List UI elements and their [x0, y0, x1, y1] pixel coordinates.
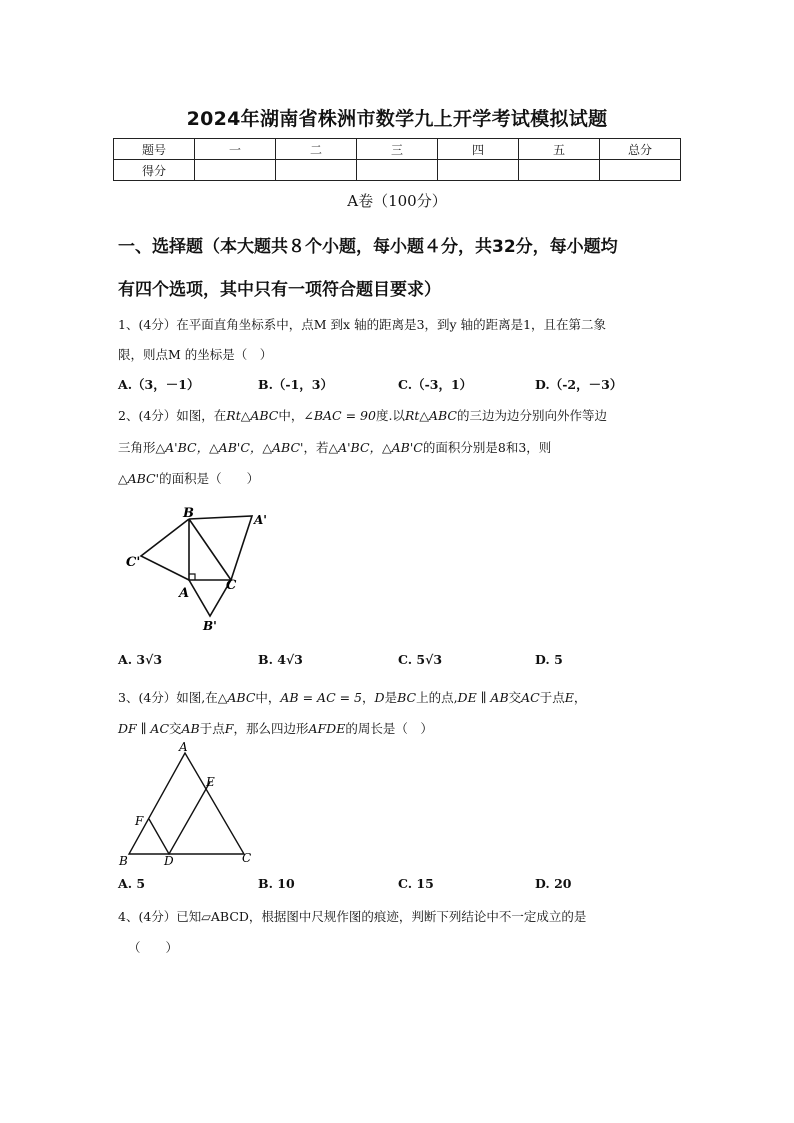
score-cell[interactable]	[519, 160, 600, 181]
q3-label-b: B	[119, 854, 128, 868]
page-title: 2024年湖南省株洲市数学九上开学考试模拟试题	[186, 108, 608, 130]
q2-label-b: B	[183, 506, 194, 521]
question-2-line2	[118, 438, 551, 456]
question-3-line2	[118, 719, 433, 737]
q3-text: 于点	[199, 721, 225, 736]
q3-math: AB	[181, 721, 200, 736]
q2-math: △A'BC，△AB'C，△ABC'	[155, 440, 304, 455]
q1-option-a: A.（3，－1）	[118, 377, 200, 392]
score-header-cell: 五	[519, 139, 600, 160]
q2-label-a-prime: A'	[254, 513, 267, 527]
q3-option-a: A. 5	[118, 876, 146, 891]
q3-triangle-abc	[129, 753, 244, 854]
score-cell[interactable]	[438, 160, 519, 181]
q2-triangle-abc-prime	[141, 519, 189, 580]
q3-option-b: B. 10	[258, 876, 295, 891]
q3-option-c: C. 15	[398, 876, 434, 891]
q3-text: 交	[508, 690, 522, 705]
q3-math: AC	[521, 690, 540, 705]
q2-text: ，若	[303, 440, 329, 455]
question-4-line2: （ ）	[128, 940, 179, 955]
score-cell[interactable]	[600, 160, 681, 181]
q2-text: 度.以	[375, 408, 405, 423]
q2-label-a: A	[179, 586, 190, 601]
q1-option-d: D.（-2，－3）	[535, 377, 623, 392]
q3-math: DF ∥ AC	[118, 721, 170, 736]
q3-math: BC	[397, 690, 417, 705]
score-table-header-row	[114, 139, 681, 160]
q2-text: 2、(4分）如图，在	[118, 408, 227, 423]
q3-label-a: A	[179, 740, 188, 754]
q2-math: ∠BAC = 90	[303, 408, 376, 423]
q2-text: 的面积分别是8和3，则	[422, 440, 552, 455]
q2-option-a: A. 3√3	[118, 652, 163, 667]
q2-label-b-prime: B'	[203, 619, 217, 633]
q3-segment-fde	[149, 782, 210, 854]
score-row-label: 得分	[114, 160, 195, 181]
q3-math: F	[224, 721, 234, 736]
q3-math: DE ∥ AB	[457, 690, 509, 705]
q2-triangle-ab-prime-c	[189, 580, 231, 616]
q2-text: 的三边为边分别向外作等边	[457, 408, 608, 423]
score-table	[113, 138, 681, 181]
score-header-cell: 一	[195, 139, 276, 160]
q2-right-angle-mark	[189, 574, 195, 580]
score-cell[interactable]	[276, 160, 357, 181]
score-header-cell: 二	[276, 139, 357, 160]
q3-text: 的周长是（ ）	[345, 721, 433, 736]
q3-option-d: D. 20	[535, 876, 572, 891]
q2-label-c: C	[226, 578, 237, 593]
q3-text: 上的点,	[416, 690, 458, 705]
q2-option-c: C. 5√3	[398, 652, 443, 667]
q3-text: 于点	[539, 690, 565, 705]
score-cell[interactable]	[195, 160, 276, 181]
question-2-line3	[118, 469, 259, 487]
q2-math: △ABC'	[118, 471, 160, 486]
question-1-line1: 1、(4分）在平面直角坐标系中，点M 到x 轴的距离是3，到y 轴的距离是1，且在第二象	[118, 317, 607, 332]
q2-option-d: D. 5	[535, 652, 563, 667]
question-1-line2: 限，则点M 的坐标是（ ）	[118, 347, 273, 362]
q2-label-c-prime: C'	[126, 555, 141, 570]
q3-label-c: C	[242, 851, 252, 865]
q3-text: 是	[384, 690, 398, 705]
score-header-cell: 四	[438, 139, 519, 160]
q2-math: Rt△ABC	[404, 408, 457, 423]
q2-figure	[120, 500, 280, 635]
q2-triangle-a-prime-bc	[189, 516, 252, 580]
q3-label-f: F	[135, 814, 144, 828]
q1-option-c: C.（-3，1）	[398, 377, 473, 392]
q3-text: ，	[573, 690, 587, 705]
q2-text: 的面积是（ ）	[159, 471, 260, 486]
q3-math: E	[564, 690, 574, 705]
score-header-cell: 三	[357, 139, 438, 160]
q1-option-b: B.（-1，3）	[258, 377, 334, 392]
score-table-score-row	[114, 160, 681, 181]
score-header-cell: 题号	[114, 139, 195, 160]
q3-text: ，	[362, 690, 375, 705]
q3-figure	[112, 738, 272, 868]
question-4-line1: 4、(4分）已知▱ABCD，根据图中尺规作图的痕迹，判断下列结论中不一定成立的是	[118, 909, 587, 924]
score-cell[interactable]	[357, 160, 438, 181]
q3-math: △ABC	[217, 690, 256, 705]
section-heading-line2: 有四个选项，其中只有一项符合题目要求）	[118, 280, 441, 300]
q3-text: 3、(4分）如图,在	[118, 690, 218, 705]
q3-label-d: D	[164, 854, 174, 868]
question-2-line1	[118, 406, 607, 424]
q2-text: 中，	[278, 408, 304, 423]
q3-label-e: E	[206, 775, 215, 789]
question-3-line1	[118, 688, 586, 706]
q2-math: Rt△ABC	[226, 408, 279, 423]
section-heading-line1: 一、选择题（本大题共８个小题，每小题４分，共32分，每小题均	[118, 237, 618, 257]
q3-math: D	[374, 690, 385, 705]
volume-heading: A卷（100分）	[347, 192, 447, 210]
q2-math: △A'BC，△AB'C	[328, 440, 423, 455]
q3-text: 交	[169, 721, 182, 736]
q2-text: 三角形	[118, 440, 156, 455]
q2-triangle-abc	[189, 519, 231, 580]
q2-option-b: B. 4√3	[258, 652, 303, 667]
score-header-cell: 总分	[600, 139, 681, 160]
q3-text: 中，	[255, 690, 281, 705]
q3-math: AFDE	[308, 721, 346, 736]
q3-math: AB = AC = 5	[280, 690, 363, 705]
q3-text: ，那么四边形	[233, 721, 309, 736]
